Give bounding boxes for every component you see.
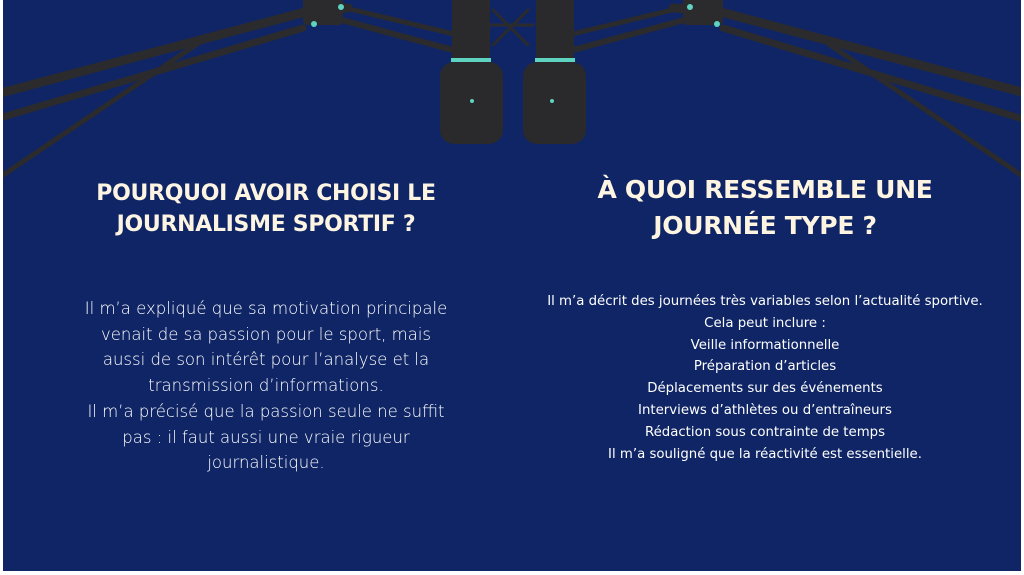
- left-body-line: Il m’a précisé que la passion seule ne suffit: [87, 401, 445, 421]
- left-body-line: journalistique.: [207, 453, 325, 473]
- right-body-line: Rédaction sous contrainte de temps: [644, 424, 886, 440]
- left-body-line: Il m’a expliqué que sa motivation principale: [84, 299, 448, 318]
- right-body-line: Déplacements sur des événements: [647, 381, 883, 397]
- left-heading-line-2: JOURNALISME SPORTIF ?: [116, 212, 416, 237]
- right-body-line: Il m’a souligné que la réactivité est essentielle.: [608, 446, 922, 462]
- left-body-line: transmission d’informations.: [148, 376, 384, 396]
- right-column: [525, 172, 1005, 465]
- left-heading: [26, 172, 506, 240]
- right-heading-line-2: JOURNÉE TYPE ?: [653, 211, 877, 240]
- slide: [3, 0, 1021, 571]
- left-body-line: pas : il faut aussi une vraie rigueur: [122, 427, 410, 447]
- left-body-line: venait de sa passion pour le sport, mais: [100, 324, 432, 344]
- left-body-line: aussi de son intérêt pour l’analyse et la: [102, 350, 430, 370]
- right-body-line: Interviews d’athlètes ou d’entraîneurs: [638, 402, 892, 418]
- right-heading-line-1: À QUOI RESSEMBLE UNE: [597, 175, 933, 204]
- left-column: [26, 172, 506, 476]
- right-body-line: Veille informationnelle: [690, 337, 840, 353]
- right-body: [525, 291, 1005, 465]
- right-body-line: Préparation d’articles: [693, 359, 837, 375]
- right-body-line: Cela peut inclure :: [704, 315, 826, 331]
- right-heading: [525, 172, 1005, 244]
- microphone-illustration: [3, 0, 1021, 200]
- left-body: [26, 296, 506, 476]
- left-heading-line-1: POURQUOI AVOIR CHOISI LE: [96, 181, 436, 206]
- right-body-line: Il m’a décrit des journées très variables selon l’actualité sportive.: [547, 294, 983, 309]
